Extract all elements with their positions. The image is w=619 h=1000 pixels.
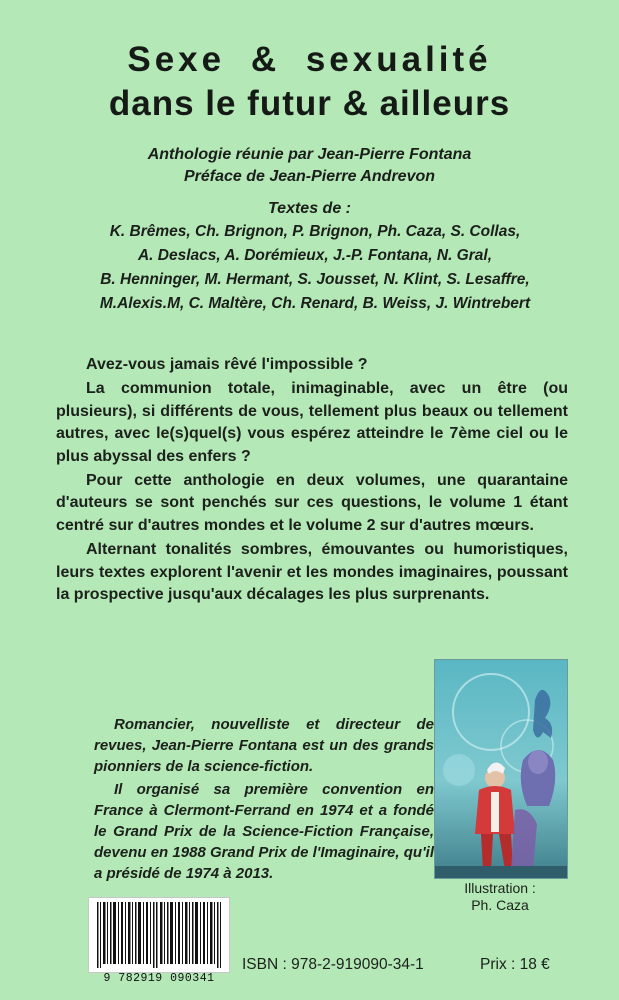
- anthology-credit: Anthologie réunie par Jean-Pierre Fontana: [147, 146, 472, 163]
- barcode-digits: 9 782919 090341: [103, 972, 215, 985]
- author-bio: [94, 714, 434, 886]
- textes-label: Textes de :: [268, 200, 351, 217]
- barcode: [88, 897, 230, 973]
- cover-illustration: [434, 659, 568, 879]
- authors-line: M.Alexis.M, C. Maltère, Ch. Renard, B. Weiss, J. Wintrebert: [99, 295, 531, 312]
- isbn-number: ISBN : 978-2-919090-34-1: [242, 956, 424, 973]
- back-cover-blurb: [56, 354, 568, 608]
- alien-head: [528, 750, 548, 774]
- book-title-line-1: Sexe & sexualité: [127, 40, 492, 79]
- blurb-paragraph: La communion totale, inimaginable, avec un être (ou plusieurs), si différents de vous, tellement plus beaux ou tellement autres, avec le(s)quel(s) vous espérez atteindre le 7ème ciel ou le plus abyssal des enfers ?: [56, 380, 568, 465]
- barcode-bars: [97, 902, 221, 968]
- authors-line: A. Deslacs, A. Dorémieux, J.-P. Fontana, N. Gral,: [137, 247, 493, 264]
- illustration-caption-artist: Ph. Caza: [471, 897, 529, 913]
- bio-paragraph: Il organisé sa première convention en France à Clermont-Ferrand en 1974 et a fondé le Grand Prix de la Science-Fiction Française, devenu en 1988 Grand Prix de l'Imaginaire, qu'il a présidé de 1974 à 2013.: [94, 781, 434, 882]
- authors-list: [60, 220, 570, 316]
- illustration-caption-label: Illustration :: [464, 880, 536, 896]
- blurb-paragraph: Avez-vous jamais rêvé l'impossible ?: [86, 356, 368, 373]
- preface-credit: Préface de Jean-Pierre Andrevon: [183, 168, 436, 185]
- bubble-shape: [443, 754, 475, 786]
- illustration-caption: [430, 880, 570, 914]
- illustration-ground: [435, 866, 567, 878]
- authors-line: B. Henninger, M. Hermant, S. Jousset, N. Klint, S. Lesaffre,: [100, 271, 530, 288]
- book-title-line-2: dans le futur & ailleurs: [108, 84, 511, 123]
- companion-figure: [511, 809, 537, 870]
- figure-collar: [491, 792, 499, 832]
- blurb-paragraph: Pour cette anthologie en deux volumes, une quarantaine d'auteurs se sont penchés sur ces questions, le volume 1 étant centré sur d'autres mondes et le volume 2 sur d'autres mœurs.: [56, 472, 568, 534]
- blurb-paragraph: Alternant tonalités sombres, émouvantes ou humoristiques, leurs textes explorent l'avenir et les mondes imaginaires, poussant la prospective jusqu'aux décalages les plus surprenants.: [56, 541, 568, 604]
- authors-line: K. Brêmes, Ch. Brignon, P. Brignon, Ph. Caza, S. Collas,: [109, 223, 521, 240]
- price-label: Prix : 18 €: [480, 956, 550, 973]
- bio-paragraph: Romancier, nouvelliste et directeur de revues, Jean-Pierre Fontana est un des grands pionniers de la science-fiction.: [94, 716, 434, 775]
